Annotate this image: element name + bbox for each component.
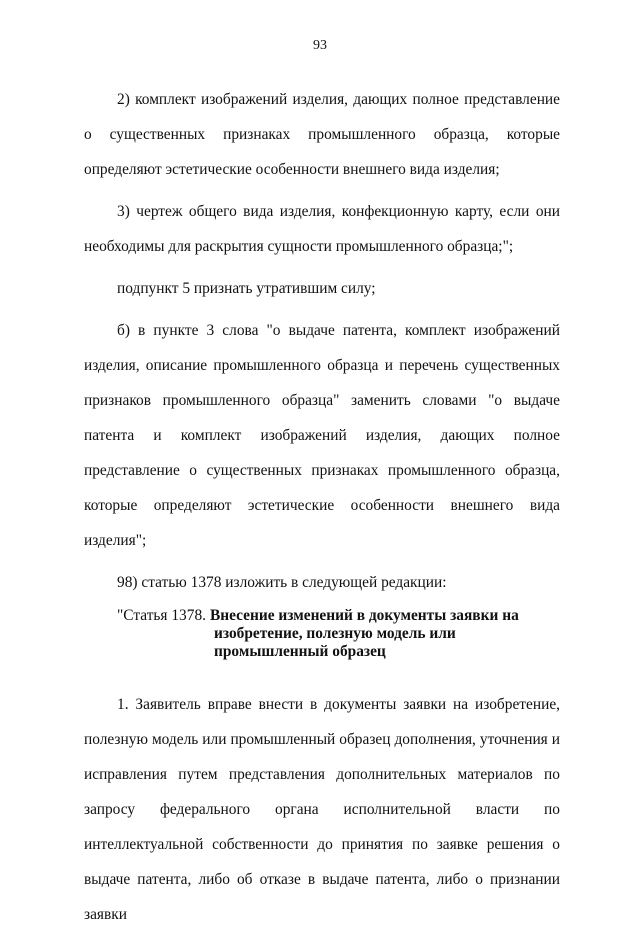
- paragraph-item-2: 2) комплект изображений изделия, дающих полное представление о существенных признаках промышленного образца, которые определяют эстетические особенности внешнего вида изделия;: [84, 91, 560, 178]
- paragraph-subpoint-5: подпункт 5 признать утратившим силу;: [117, 280, 376, 297]
- paragraph-98: 98) статью 1378 изложить в следующей редакции:: [117, 574, 447, 591]
- article-number: "Статья 1378.: [117, 607, 206, 624]
- page-number: 93: [313, 38, 327, 53]
- article-title-line-3: промышленный образец: [214, 643, 386, 660]
- document-body: [84, 82, 560, 939]
- article-title-line-1: Внесение изменений в документы заявки на: [210, 607, 519, 624]
- article-heading: [84, 607, 560, 661]
- paragraph-item-3: 3) чертеж общего вида изделия, конфекционную карту, если они необходимы для раскрытия сущности промышленного образца;";: [84, 203, 560, 255]
- clause-1: 1. Заявитель вправе внести в документы заявки на изобретение, полезную модель или промышленный образец дополнения, уточнения и исправления путем представления дополнительных материалов по запросу федерального органа исполнительной власти по интеллектуальной собственности до принятия по заявке решения о выдаче патента, либо об отказе в выдаче патента, либо о признании заявки: [84, 696, 560, 923]
- article-title-line-2: изобретение, полезную модель или: [214, 625, 456, 642]
- article-title: [206, 607, 519, 661]
- paragraph-point-b: б) в пункте 3 слова "о выдаче патента, комплект изображений изделия, описание промышленного образца и перечень существенных признаков промышленного образца" заменить словами "о выдаче патента и комплект изображений изделия, дающих полное представление о существенных признаках промышленного образца, которые определяют эстетические особенности внешнего вида изделия";: [84, 322, 560, 549]
